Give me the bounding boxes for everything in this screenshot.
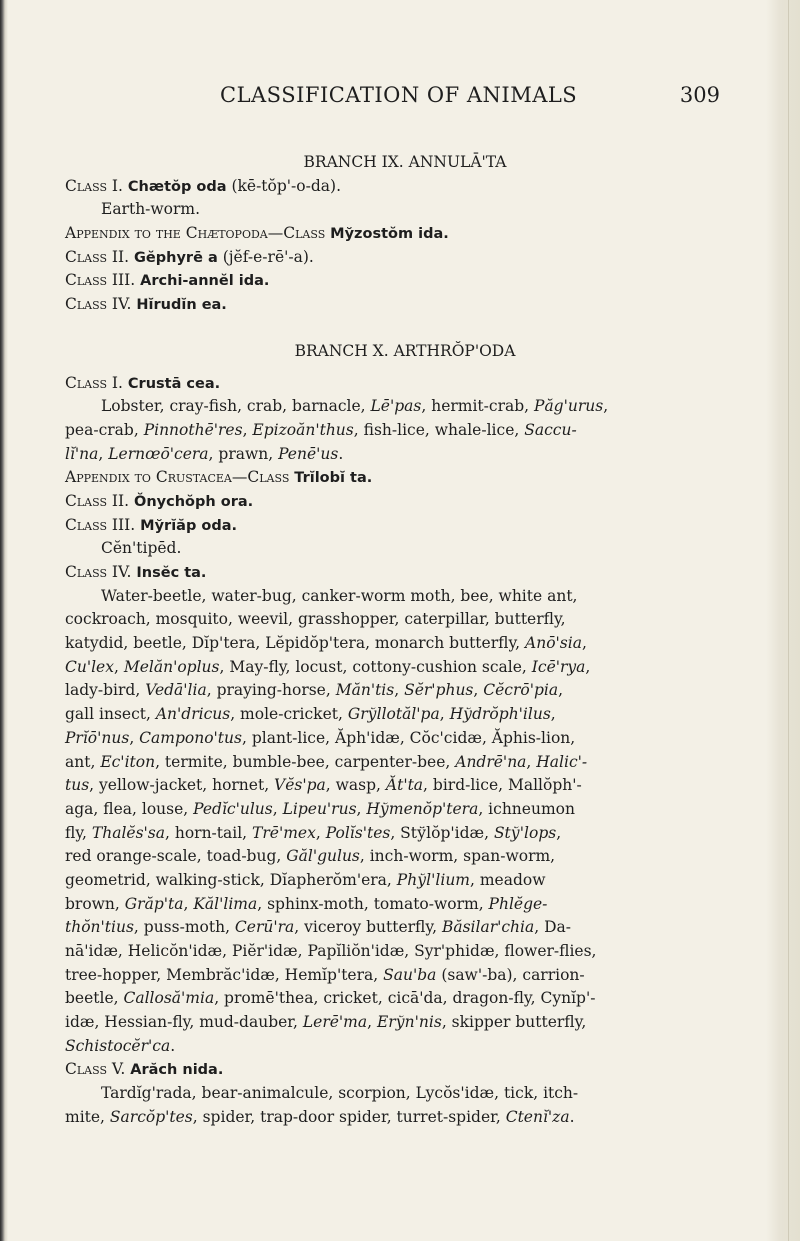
text-run: , prawn, [208, 444, 279, 463]
text-run: nā'idæ, Helicŏn'idæ, Piĕr'idæ, Papĭliŏn'idæ, Syr'phidæ, flower-flies, [65, 942, 597, 960]
taxon-name: Halic'- [536, 752, 588, 771]
text-run: , [113, 657, 124, 676]
text-run: , May-fly, locust, cottony-cushion scale, [219, 657, 532, 676]
taxon-name: Găl'gulus [286, 847, 360, 866]
taxon-name: Lernœō'cera [108, 444, 209, 463]
text-line [65, 964, 745, 988]
text-run: , skipper butterfly, [441, 1013, 587, 1032]
text-run: , [439, 705, 450, 724]
taxon-name: Hўmenŏp'tera [366, 799, 479, 818]
text-run: , viceroy butterfly, [294, 918, 442, 937]
text-run: , bird-lice, Mallŏph'- [423, 776, 582, 795]
taxon-name: Epizoăn'thus [252, 420, 354, 439]
text-run: gall insect, [65, 705, 156, 724]
branch-x-appendix: Appendix to Crustacea—Class Trĭlobĭ ta. [65, 468, 373, 487]
text-line [65, 822, 745, 846]
text-run: , plant-lice, Ăph'idæ, Cŏc'cidæ, Ăphis-lion, [241, 728, 576, 747]
text-run: (saw'-ba), carrion- [436, 965, 585, 984]
taxon-name: Cĕcrō'pia [483, 681, 559, 700]
taxon-name: Callosă'mia [123, 989, 215, 1008]
branch-ix-class-i-common: Earth-worm. [101, 200, 201, 219]
text-run: , puss-moth, [133, 918, 235, 937]
taxon-name: Erўn'nis [376, 1013, 442, 1032]
taxon-name: Icē'rya [531, 657, 586, 676]
taxon-name: Vĕs'pa [274, 776, 326, 795]
text-run: , meadow [470, 870, 546, 889]
text-line [65, 845, 745, 869]
taxon-name: Ăt'ta [385, 776, 424, 795]
text-line [65, 751, 745, 775]
text-run: , [356, 799, 367, 818]
taxon-name: Penē'us [278, 444, 339, 463]
taxon-name: thŏn'tius [65, 918, 134, 937]
taxon-name: Prĭō'nus [65, 728, 130, 747]
branch-ix-class-iii: Class III. Archi-annĕl ida. [65, 271, 270, 290]
text-run: , [473, 681, 484, 700]
text-run: , [581, 634, 587, 653]
text-line [65, 1106, 745, 1130]
taxon-name: Ctenĭ'za [505, 1107, 570, 1126]
text-run: , [129, 728, 140, 747]
taxon-name: Trē'mex [252, 823, 316, 842]
text-run: , [394, 681, 405, 700]
text-run: , [315, 823, 326, 842]
text-run: geometrid, walking-stick, Dĭapherŏm'era, [65, 870, 397, 889]
taxon-name: tus [65, 776, 90, 795]
text-line [65, 632, 745, 656]
text-line [65, 727, 745, 751]
text-line [65, 798, 745, 822]
crustacea-examples [65, 395, 745, 466]
text-line [65, 395, 745, 419]
text-run: , [603, 397, 609, 416]
text-line [65, 1035, 745, 1059]
text-run: . [569, 1107, 575, 1126]
text-line [65, 1082, 745, 1106]
classification-text [65, 151, 745, 1130]
text-run: idæ, Hessian-fly, mud-dauber, [65, 1013, 303, 1032]
taxon-name: Sau'ba [383, 965, 437, 984]
running-head [120, 83, 720, 113]
text-run: cockroach, mosquito, weevil, grasshopper, caterpillar, butterfly, [65, 610, 566, 629]
text-run: , inch-worm, span-worm, [359, 847, 556, 866]
text-run: aga, flea, louse, [65, 799, 194, 818]
text-run: beetle, [65, 989, 124, 1008]
text-run: , [183, 894, 194, 913]
text-line [65, 774, 745, 798]
text-line [65, 608, 745, 632]
text-run: , termite, bumble-bee, carpenter-bee, [155, 752, 456, 771]
text-run: katydid, beetle, Dĭp'tera, Lĕpidŏp'tera, monarch butterfly, [65, 634, 526, 653]
text-run: , [556, 823, 562, 842]
text-run: , [526, 752, 537, 771]
text-run: , promē'thea, cricket, cicā'da, dragon-fly, Cynĭp'- [214, 989, 596, 1008]
taxon-name: Păg'urus [534, 397, 604, 416]
taxon-name: Thalĕs'sa [91, 823, 165, 842]
taxon-name: Polĭs'tes [325, 823, 391, 842]
taxon-name: Hўdrŏph'ilus [449, 705, 551, 724]
text-run: , spider, trap-door spider, turret-spider, [192, 1107, 506, 1126]
text-run: brown, [65, 894, 125, 913]
text-run: , [585, 657, 591, 676]
text-line [65, 1011, 745, 1035]
branch-x-class-ii: Class II. Ŏnychŏph ora. [65, 491, 254, 510]
branch-x-class-i: Class I. Crustā cea. [65, 373, 221, 392]
text-line [65, 987, 745, 1011]
text-line [65, 703, 745, 727]
text-run: , hermit-crab, [421, 397, 535, 416]
text-run: , horn-tail, [165, 823, 253, 842]
text-run: . [338, 444, 344, 463]
branch-x-class-v: Class V. Arăch nida. [65, 1060, 224, 1079]
arachnida-examples [65, 1082, 745, 1129]
taxon-name: Anō'sia [525, 634, 582, 653]
text-line [65, 443, 745, 467]
page-fore-edge [766, 0, 800, 1241]
branch-x-class-iv: Class IV. Insĕc ta. [65, 563, 207, 581]
text-run: , yellow-jacket, hornet, [89, 776, 275, 795]
page-binding-edge [0, 0, 8, 1241]
text-run: Water-beetle, water-bug, canker-worm moth, bee, white ant, [101, 586, 578, 605]
branch-ix-class-iv: Class IV. Hĭrudĭn ea. [65, 295, 227, 314]
taxon-name: Măn'tis [335, 681, 395, 700]
text-run: , fish-lice, whale-lice, [353, 420, 525, 439]
text-run: mite, [65, 1107, 110, 1126]
page-number: 309 [679, 83, 720, 107]
text-line [65, 585, 745, 609]
text-run: , [272, 799, 283, 818]
taxon-name: Phўl'lium [396, 870, 470, 889]
taxon-name: Sĕr'phus [404, 681, 474, 700]
text-run: , praying-horse, [206, 681, 336, 700]
text-line [65, 869, 745, 893]
text-run: , Da- [534, 918, 571, 937]
text-run: , ichneumon [478, 799, 575, 818]
branch-ix-appendix: Appendix to the Chætopoda—Class Mўzostŏm ida. [65, 224, 449, 243]
branch-ix-class-i: Class I. Chætŏp oda (kē-tŏp'-o-da). [65, 176, 341, 195]
taxon-name: Andrē'na [455, 752, 527, 771]
running-title: CLASSIFICATION OF ANIMALS [220, 83, 578, 107]
branch-ix-class-ii: Class II. Gĕphyrē a (jĕf-e-rē'-a). [65, 247, 314, 266]
taxon-name: Pinnothē'res [143, 420, 243, 439]
taxon-name: Melăn'oplus [123, 657, 220, 676]
text-run: lady-bird, [65, 681, 146, 700]
taxon-name: Cerū'ra [234, 918, 295, 937]
text-run: tree-hopper, Membrăc'idæ, Hemĭp'tera, [65, 965, 384, 984]
text-run: . [170, 1036, 176, 1055]
text-line [65, 916, 745, 940]
text-run: ant, [65, 752, 101, 771]
taxon-name: Saccu- [524, 420, 577, 439]
taxon-name: Phlĕge- [488, 894, 548, 913]
taxon-name: Lipeu'rus [282, 799, 357, 818]
taxon-name: Campono'tus [139, 728, 242, 747]
text-line [65, 893, 745, 917]
taxon-name: Kăl'lima [193, 894, 258, 913]
text-run: pea-crab, [65, 420, 144, 439]
taxon-name: Cu'lex [65, 657, 114, 676]
text-run: , [558, 681, 564, 700]
text-run: , Stўlŏp'idæ, [390, 823, 494, 842]
taxon-name: An'dricus [155, 705, 231, 724]
branch-x-class-iii: Class III. Mўrĭăp oda. [65, 515, 238, 534]
taxon-name: Ec'iton [100, 752, 156, 771]
text-run: fly, [65, 823, 92, 842]
text-run: , [367, 1013, 377, 1032]
text-run: Lobster, cray-fish, crab, barnacle, [101, 397, 371, 416]
text-line [65, 656, 745, 680]
taxon-name: Grăp'ta [124, 894, 184, 913]
text-run: , [98, 444, 109, 463]
text-line [65, 940, 745, 964]
branch-x-class-iii-common: Cĕn'tipēd. [101, 539, 182, 558]
text-line [65, 679, 745, 703]
text-run: Tardĭg'rada, bear-animalcule, scorpion, Lycŏs'idæ, tick, itch- [101, 1084, 579, 1103]
branch-x-heading: BRANCH X. ARTHRŎP'ODA [294, 341, 516, 360]
branch-ix-heading: BRANCH IX. ANNULĀ'TA [303, 153, 507, 171]
text-line [65, 419, 745, 443]
text-run: , [550, 705, 556, 724]
taxon-name: Sarcŏp'tes [109, 1107, 193, 1126]
taxon-name: Grўllotăl'pa [347, 705, 440, 724]
insecta-examples [65, 585, 745, 1059]
taxon-name: Lerē'ma [302, 1013, 368, 1032]
taxon-name: Stў'lops [493, 823, 557, 842]
taxon-name: Lē'pas [370, 397, 422, 416]
taxon-name: Schistocĕr'ca [65, 1036, 171, 1055]
text-run: red orange-scale, toad-bug, [65, 847, 287, 866]
text-run: , [242, 420, 253, 439]
taxon-name: Pedĭc'ulus [193, 799, 273, 818]
text-run: , mole-cricket, [230, 705, 348, 724]
taxon-name: Băsilar'chia [441, 918, 535, 937]
text-run: , wasp, [325, 776, 386, 795]
text-run: , sphinx-moth, tomato-worm, [257, 894, 489, 913]
taxon-name: lĭ'na [65, 444, 99, 463]
taxon-name: Vedā'lia [145, 681, 207, 700]
